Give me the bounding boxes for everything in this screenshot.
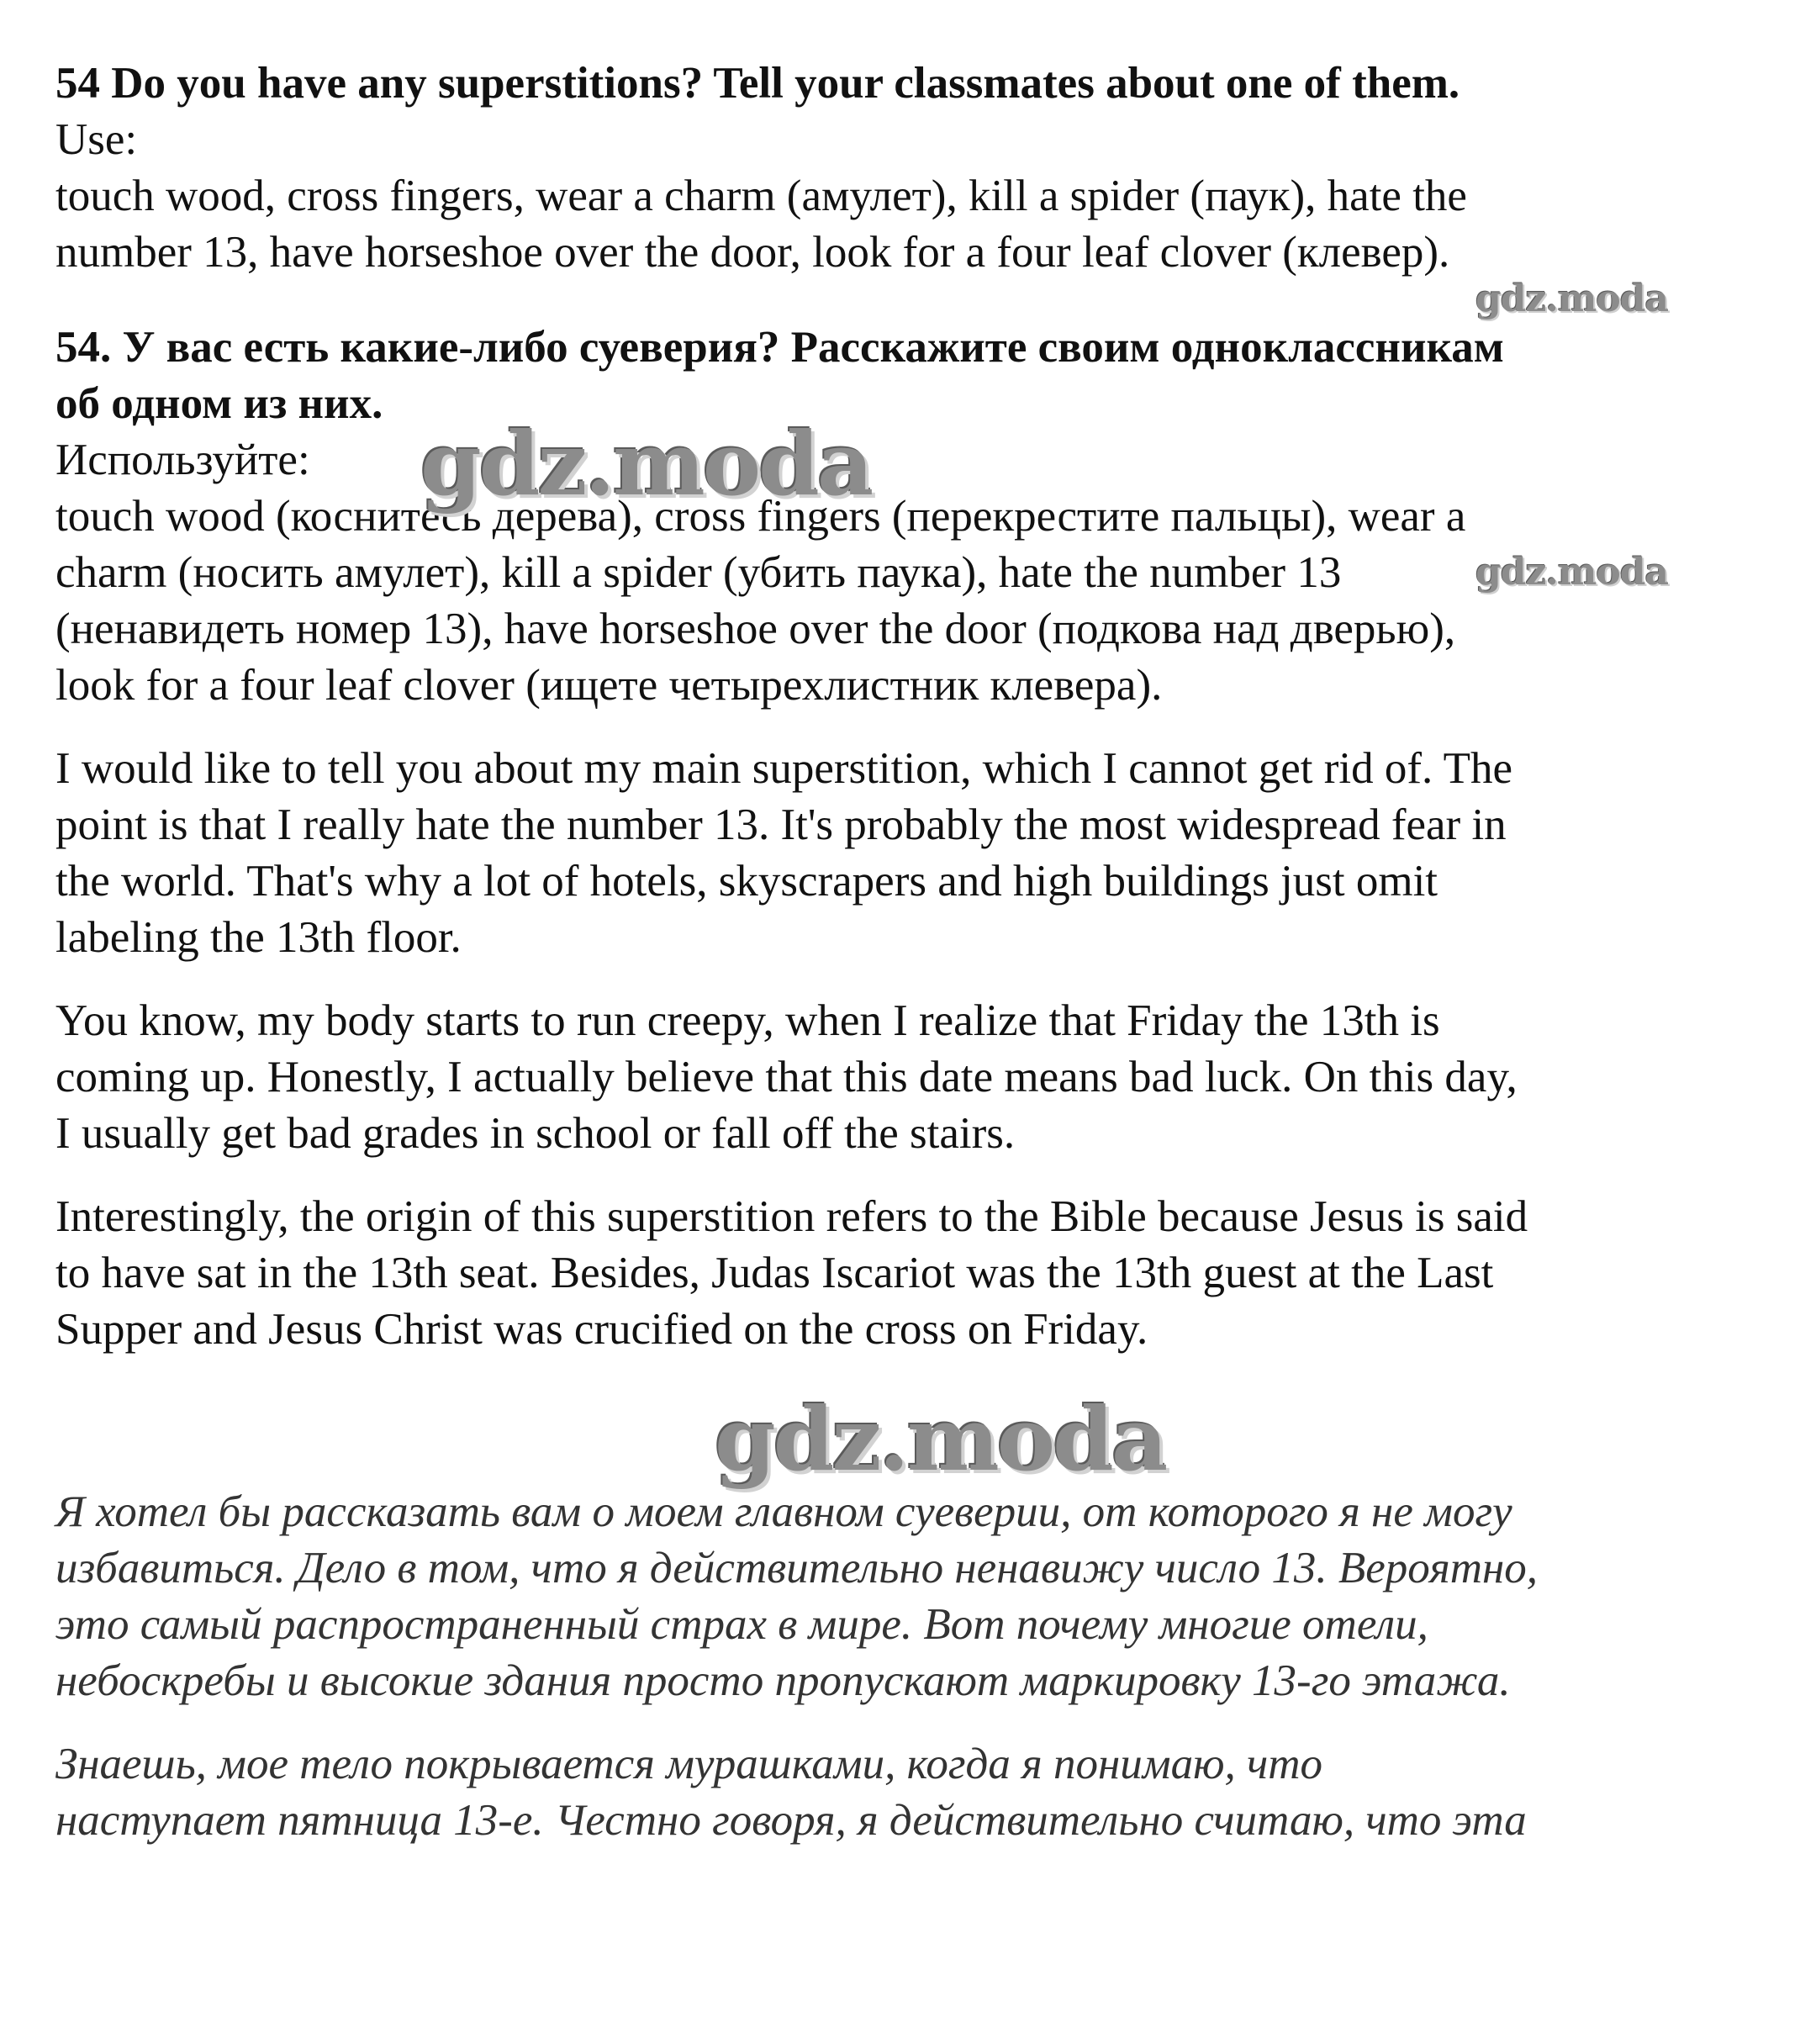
answer-en-paragraph-3 — [55, 1189, 1703, 1358]
answer-line: You know, my body starts to run creepy, when I realize that Friday the 13th is — [55, 996, 1440, 1045]
watermark-logo: gdz.moda — [715, 1387, 1166, 1491]
answer-en-paragraph-2 — [55, 993, 1703, 1162]
answer-line: I usually get bad grades in school or fall off the stairs. — [55, 1109, 1016, 1158]
answer-line: I would like to tell you about my main superstition, which I cannot get rid of. The — [55, 744, 1512, 793]
translation-line: Я хотел бы рассказать вам о моем главном суеверии, от которого я не могу — [55, 1487, 1512, 1536]
task-ru-title-line: об одном из них. — [55, 379, 383, 428]
task-en-line: number 13, have horseshoe over the door, look for a four leaf clover (клевер). — [55, 228, 1450, 277]
answer-line: point is that I really hate the number 13. It's probably the most widespread fear in — [55, 800, 1507, 849]
translation-line: наступает пятница 13-е. Честно говоря, я действительно считаю, что эта — [55, 1796, 1527, 1845]
watermark-logo: gdz.moda — [420, 412, 872, 515]
task-ru-title-line: 54. У вас есть какие-либо суеверия? Расскажите своим одноклассникам — [55, 323, 1504, 372]
task-en-use-label: Use: — [55, 115, 138, 164]
answer-line: coming up. Honestly, I actually believe that this date means bad luck. On this day, — [55, 1053, 1518, 1101]
task-ru-line: (ненавидеть номер 13), have horseshoe over the door (подкова над дверью), — [55, 605, 1456, 653]
answer-line: the world. That's why a lot of hotels, skyscrapers and high buildings just omit — [55, 857, 1438, 906]
task-ru-line: charm (носить амулет), kill a spider (убить паука), hate the number 13 — [55, 548, 1342, 597]
answer-ru-paragraph-2 — [55, 1736, 1703, 1849]
task-ru-line: touch wood (коснитесь дерева), cross fingers (перекрестите пальцы), wear a — [55, 492, 1466, 541]
task-en — [55, 55, 1703, 281]
answer-ru-paragraph-1 — [55, 1484, 1703, 1709]
translation-line: это самый распространенный страх в мире. Вот почему многие отели, — [55, 1600, 1428, 1649]
translation-line: небоскребы и высокие здания просто пропускают маркировку 13-го этажа. — [55, 1656, 1511, 1705]
task-ru — [55, 320, 1703, 714]
watermark-logo: gdz.moda — [1475, 277, 1669, 320]
task-ru-use-label: Используйте: — [55, 436, 310, 484]
translation-line: Знаешь, мое тело покрывается мурашками, когда я понимаю, что — [55, 1740, 1323, 1788]
task-en-title: 54 Do you have any superstitions? Tell your classmates about one of them. — [55, 59, 1460, 108]
watermark-logo: gdz.moda — [1475, 551, 1669, 594]
answer-line: to have sat in the 13th seat. Besides, Judas Iscariot was the 13th guest at the Last — [55, 1249, 1494, 1297]
answer-en-paragraph-1 — [55, 741, 1703, 966]
answer-line: Supper and Jesus Christ was crucified on the cross on Friday. — [55, 1305, 1148, 1354]
task-ru-line: look for a four leaf clover (ищете четырехлистник клевера). — [55, 661, 1163, 710]
answer-line: labeling the 13th floor. — [55, 913, 462, 962]
task-en-line: touch wood, cross fingers, wear a charm (амулет), kill a spider (паук), hate the — [55, 172, 1467, 220]
document-page — [55, 55, 1703, 1849]
answer-line: Interestingly, the origin of this superstition refers to the Bible because Jesus is said — [55, 1192, 1528, 1241]
translation-line: избавиться. Дело в том, что я действительно ненавижу число 13. Вероятно, — [55, 1544, 1539, 1592]
